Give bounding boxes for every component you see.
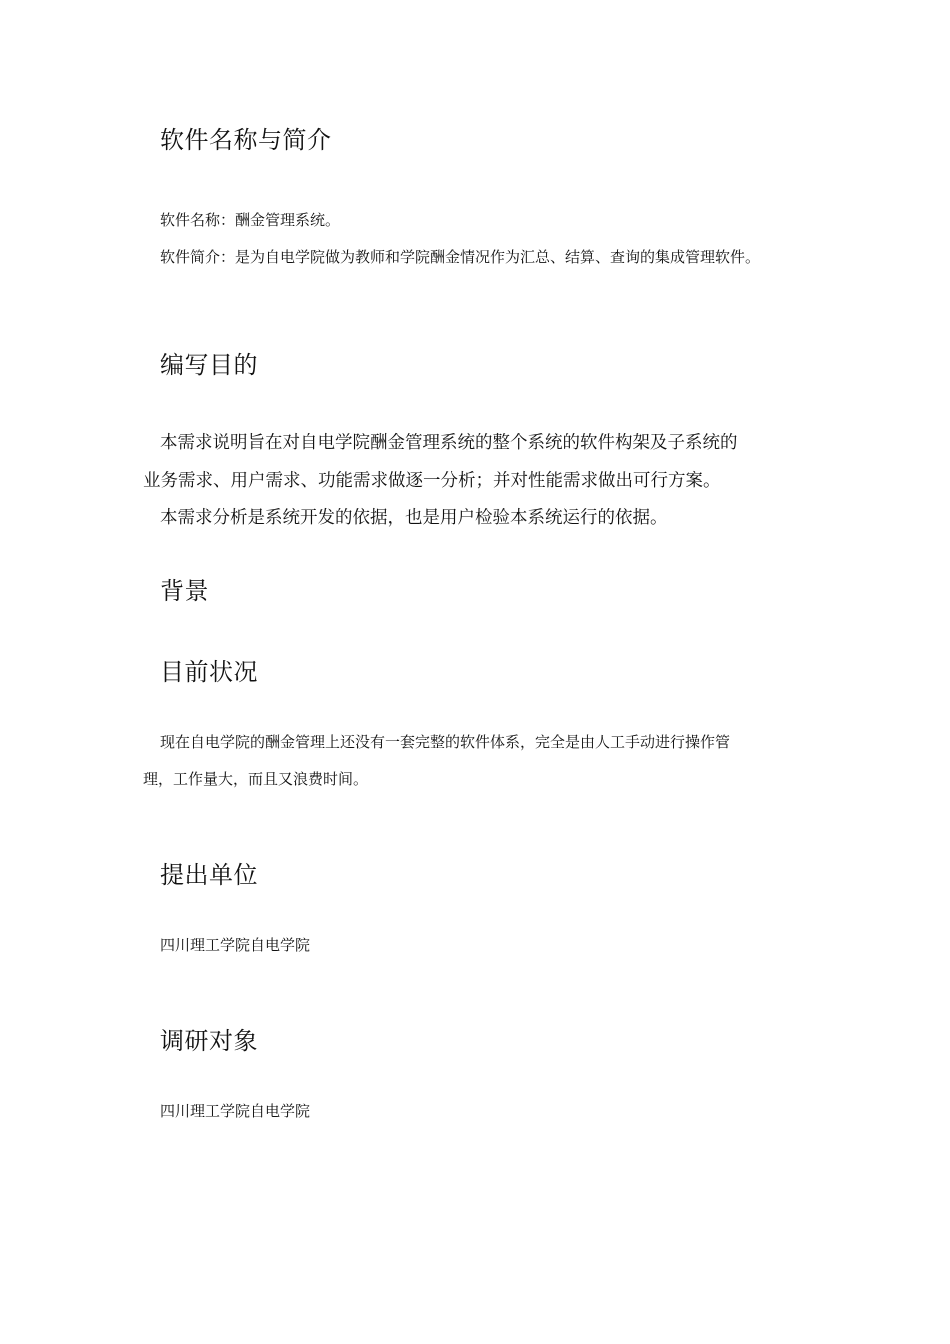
- software-name-line: 软件名称：酬金管理系统。: [160, 211, 341, 229]
- heading-current-status: 目前状况: [160, 658, 258, 686]
- purpose-line-1: 本需求说明旨在对自电学院酬金管理系统的整个系统的软件构架及子系统的: [160, 433, 738, 453]
- heading-software-name-intro: 软件名称与简介: [160, 126, 332, 154]
- heading-research-subject: 调研对象: [160, 1027, 258, 1055]
- software-description-line: 软件简介：是为自电学院做为教师和学院酬金情况作为汇总、结算、查询的集成管理软件。: [160, 248, 761, 266]
- heading-proposing-unit: 提出单位: [160, 861, 258, 889]
- heading-purpose: 编写目的: [160, 351, 258, 379]
- status-line-2: 理，工作量大，而且又浪费时间。: [143, 770, 369, 788]
- proposing-unit-value: 四川理工学院自电学院: [160, 936, 311, 954]
- purpose-line-2: 业务需求、用户需求、功能需求做逐一分析；并对性能需求做出可行方案。: [143, 471, 721, 491]
- research-subject-value: 四川理工学院自电学院: [160, 1102, 311, 1120]
- purpose-line-3: 本需求分析是系统开发的依据，也是用户检验本系统运行的依据。: [160, 508, 668, 528]
- status-line-1: 现在自电学院的酬金管理上还没有一套完整的软件体系，完全是由人工手动进行操作管: [160, 733, 731, 751]
- heading-background: 背景: [160, 577, 209, 605]
